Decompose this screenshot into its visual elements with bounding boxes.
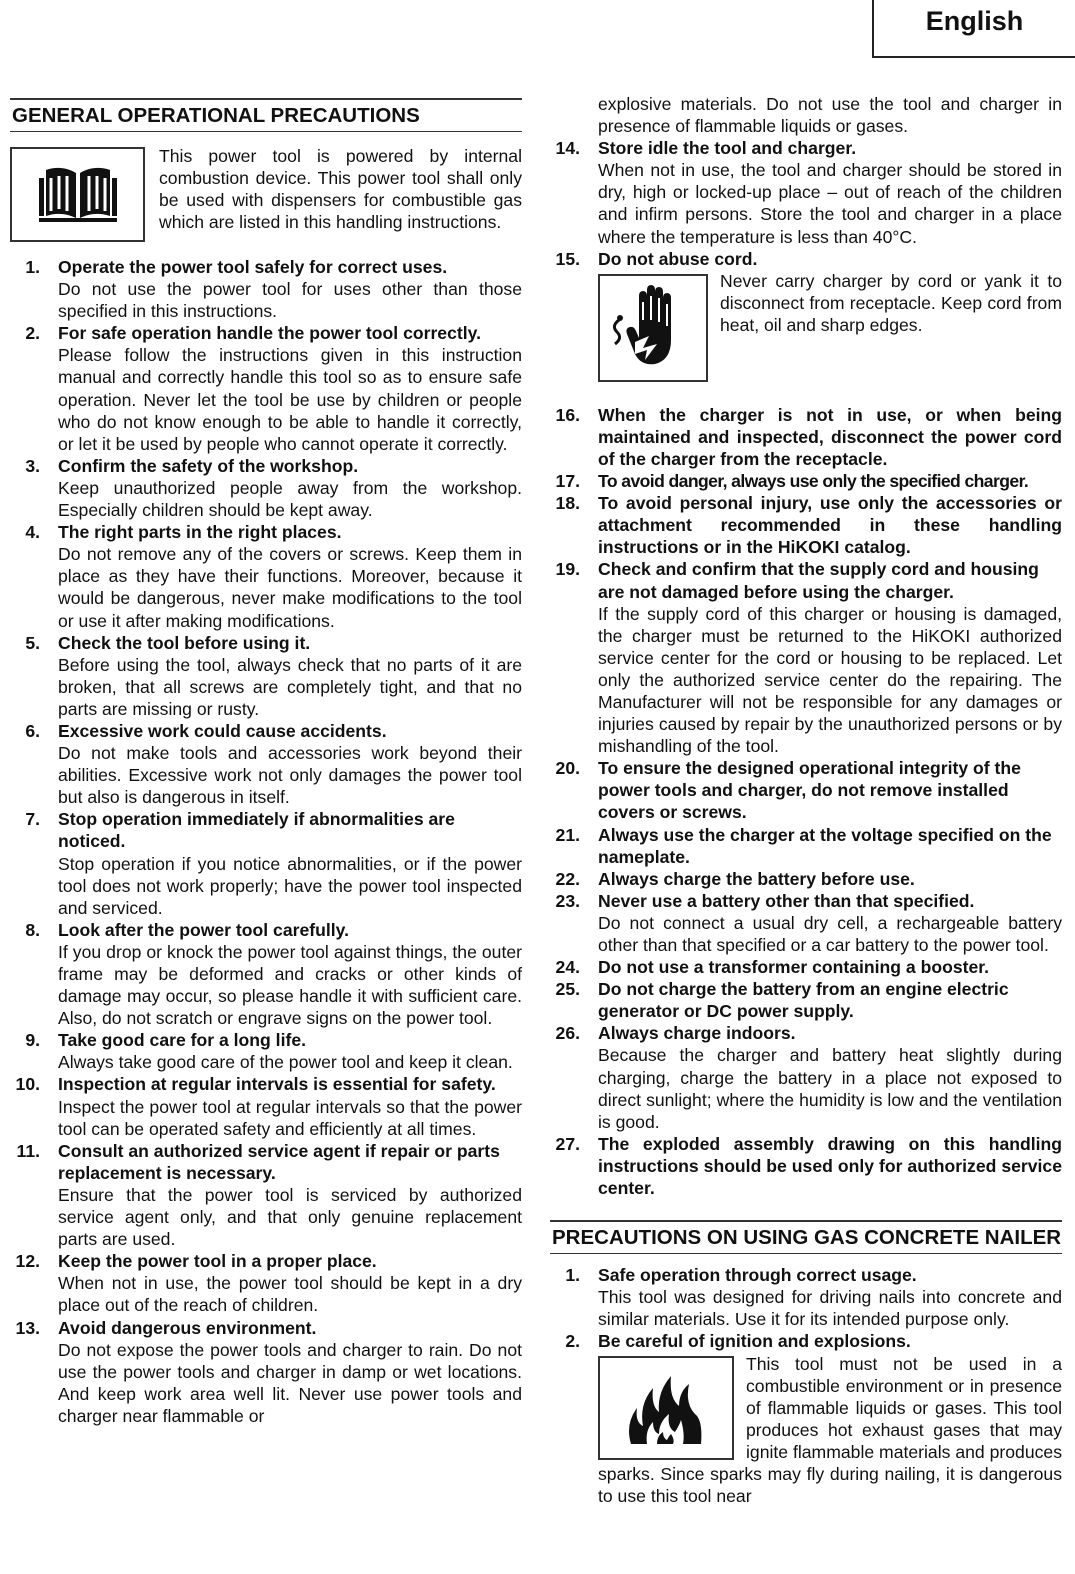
list-item <box>550 1022 1062 1132</box>
item-number: 6. <box>25 720 40 741</box>
item-title: Operate the power tool safely for correct uses. <box>58 257 448 277</box>
list-item <box>10 1317 522 1427</box>
item-title: Do not abuse cord. <box>598 248 758 269</box>
item-title: The exploded assembly drawing on this handling instructions should be used only for authorized service center. <box>598 1133 1062 1199</box>
item-body: Never carry charger by cord or yank it to disconnect from receptacle. Keep cord from heat, oil and sharp edges. <box>720 270 1062 335</box>
list-item <box>10 455 522 521</box>
item-title: Safe operation through correct usage. <box>598 1265 917 1286</box>
list-item <box>10 1073 522 1139</box>
section-title-nailer: PRECAUTIONS ON USING GAS CONCRETE NAILER <box>550 1220 1062 1254</box>
item-title: To ensure the designed operational integrity of the power tools and charger, do not remove installed covers or screws. <box>598 758 1021 823</box>
intro-text: This power tool is powered by internal combustion device. This power tool shall only be used with dispensers for combustible gas which are listed in this handling instructions. <box>159 146 522 233</box>
item-title: Do not use a transformer containing a booster. <box>598 957 990 978</box>
item-number: 27. <box>555 1133 580 1154</box>
item-body: This tool must not be used in a combustible environment or in presence of flammable liquids or gases. This tool produces hot exhaust gases that may ignite flammable materials and produces sparks. Since sparks may fly during nailing, it is dangerous to use this tool near <box>598 1353 1062 1507</box>
item-number: 18. <box>555 493 580 514</box>
list-item <box>10 632 522 720</box>
item-title: Store idle the tool and charger. <box>598 138 857 159</box>
item-title: Avoid dangerous environment. <box>58 1317 317 1338</box>
item-number: 12. <box>15 1251 40 1272</box>
item-number: 1. <box>25 257 40 277</box>
list-item <box>550 248 1062 382</box>
item-number: 4. <box>25 522 40 543</box>
list-item <box>550 558 1062 757</box>
item-body: Always take good care of the power tool and keep it clean. <box>58 1052 513 1073</box>
item-body: Because the charger and battery heat slightly during charging, charge the battery in a place not exposed to direct sunlight; where the humidity is low and the ventilation is good. <box>598 1045 1062 1132</box>
item-title: To avoid danger, always use only the specified charger. <box>598 471 1029 492</box>
item-number: 23. <box>555 890 580 911</box>
list-item <box>10 1029 522 1073</box>
item-body: Do not use the power tool for uses other than those specified in this instructions. <box>58 279 522 322</box>
list-item <box>10 919 522 1029</box>
list-item <box>10 1140 522 1250</box>
item-number: 20. <box>555 758 580 779</box>
list-item <box>550 1264 1062 1330</box>
item-body: Do not connect a usual dry cell, a rechargeable battery other than that specified or a car battery to the power tool. <box>598 912 1062 955</box>
item-title: Check the tool before using it. <box>58 632 311 653</box>
list-item <box>550 757 1062 823</box>
item-number: 8. <box>25 919 40 940</box>
item-number: 22. <box>555 868 580 889</box>
item-title: Excessive work could cause accidents. <box>58 720 387 741</box>
item-title: Never use a battery other than that specified. <box>598 890 975 911</box>
item-body: When not in use, the tool and charger should be stored in dry, high or locked-up place – out of reach of the children and infirm persons. Store the tool and charger in a place where the temperature is less than 40°C. <box>598 160 1062 247</box>
item-body: If the supply cord of this charger or housing is damaged, the charger must be returned to the HiKOKI authorized service center for the cord or housing to be replaced. Let only the authorized service center do the repairing. The Manufacturer will not be responsible for any damages or injuries caused by repair by the unauthorized persons or by mishandling of the tool. <box>598 603 1062 757</box>
list-item <box>10 720 522 808</box>
item-body: Please follow the instructions given in this instruction manual and correctly handle this tool so as to ensure safe operation. Never let the tool be use by children or people who do not know enough to be able to handle it correctly, or let it be used by people who cannot operate it correctly. <box>58 345 522 454</box>
list-item <box>10 808 522 918</box>
general-list-b <box>550 137 1062 382</box>
item-title: Inspection at regular intervals is essential for safety. <box>58 1074 496 1095</box>
item-number: 1. <box>565 1265 580 1286</box>
right-column <box>550 93 1062 1507</box>
item-number: 16. <box>555 404 580 425</box>
item-body: Ensure that the power tool is serviced by authorized service agent only, and that only genuine replacement parts are used. <box>58 1184 522 1250</box>
item-title: When the charger is not in use, or when being maintained and inspected, disconnect the power cord of the charger from the receptacle. <box>598 404 1062 469</box>
item-title: Always use the charger at the voltage specified on the nameplate. <box>598 824 1052 867</box>
item-number: 17. <box>555 471 580 492</box>
fire-hazard-icon <box>598 1356 734 1460</box>
nailer-list <box>550 1264 1062 1507</box>
item-body: Do not remove any of the covers or screws. Keep them in place as they have their functions. Moreover, because it would be dangerous, never make modifications to the tool or use it after making modifications. <box>58 544 522 631</box>
list-item <box>10 256 522 322</box>
list-item <box>550 1330 1062 1507</box>
item-number: 7. <box>25 809 40 830</box>
item-title: Look after the power tool carefully. <box>58 919 349 940</box>
list-item <box>550 470 1062 492</box>
item-title: Consult an authorized service agent if repair or parts replacement is necessary. <box>58 1140 500 1183</box>
item-body: When not in use, the power tool should be kept in a dry place out of the reach of children. <box>58 1273 522 1316</box>
item-title: Always charge the battery before use. <box>598 868 915 889</box>
item-body: Inspect the power tool at regular intervals so that the power tool can be operated safety and efficiently at all times. <box>58 1096 522 1139</box>
item-body: This tool was designed for driving nails into concrete and similar materials. Use it for its intended purpose only. <box>598 1287 1062 1330</box>
item-title: Stop operation immediately if abnormalities are noticed. <box>58 809 455 852</box>
item-body: If you drop or knock the power tool against things, the outer frame may be deformed and cracks or other kinds of damage may occur, so please handle it with sufficient care. Also, do not scratch or engrave signs on the power tool. <box>58 941 522 1029</box>
item-number: 21. <box>555 824 580 845</box>
item-body: Stop operation if you notice abnormalities, or if the power tool does not work properly; have the power tool inspected and serviced. <box>58 853 522 918</box>
item-number: 10. <box>15 1074 40 1095</box>
list-item <box>550 868 1062 890</box>
item-number: 5. <box>25 632 40 653</box>
item-number: 11. <box>16 1140 40 1161</box>
item-title: The right parts in the right places. <box>58 522 342 543</box>
language-tab: English <box>872 0 1075 58</box>
left-column <box>10 98 522 1427</box>
list-item <box>550 956 1062 978</box>
item-title: Always charge indoors. <box>598 1023 796 1044</box>
item-number: 3. <box>25 455 40 476</box>
item-number: 15. <box>555 248 580 269</box>
item-number: 24. <box>555 957 580 978</box>
item-number: 2. <box>25 323 40 344</box>
section-title-general: GENERAL OPERATIONAL PRECAUTIONS <box>10 98 522 132</box>
list-item <box>10 1250 522 1316</box>
cord-warning-row <box>598 270 1062 382</box>
list-item <box>550 890 1062 956</box>
item-number: 25. <box>555 979 580 1000</box>
item-title: Check and confirm that the supply cord and housing are not damaged before using the charger. <box>598 559 1039 602</box>
general-list-a <box>10 256 522 1427</box>
list-item <box>550 824 1062 868</box>
electric-shock-hand-icon <box>598 274 708 382</box>
list-item <box>550 404 1062 470</box>
item-title: For safe operation handle the power tool correctly. <box>58 323 481 344</box>
item-body: Do not make tools and accessories work beyond their abilities. Excessive work not only damages the power tool but also is dangerous in itself. <box>58 743 522 808</box>
item-13-continued: explosive materials. Do not use the tool and charger in presence of flammable liquids or gases. <box>598 94 1062 137</box>
list-item <box>550 978 1062 1022</box>
list-item <box>550 492 1062 558</box>
list-item <box>550 1133 1062 1199</box>
manual-book-icon <box>10 147 145 242</box>
list-item <box>550 137 1062 247</box>
list-item <box>10 521 522 631</box>
item-title: Be careful of ignition and explosions. <box>598 1331 911 1352</box>
intro-block <box>10 145 522 242</box>
item-number: 13. <box>15 1317 40 1338</box>
item-title: To avoid personal injury, use only the accessories or attachment recommended in these handling instructions or in the HiKOKI catalog. <box>598 493 1062 558</box>
item-title: Confirm the safety of the workshop. <box>58 455 359 476</box>
list-item <box>10 322 522 455</box>
item-number: 9. <box>25 1030 40 1051</box>
item-body: Do not expose the power tools and charger to rain. Do not use the power tools and charger in damp or wet locations. And keep work area well lit. Never use power tools and charger near flammable or <box>58 1339 522 1426</box>
item-title: Keep the power tool in a proper place. <box>58 1251 377 1272</box>
item-number: 14. <box>555 138 580 159</box>
item-title: Do not charge the battery from an engine electric generator or DC power supply. <box>598 979 1009 1022</box>
item-number: 2. <box>565 1331 580 1352</box>
item-body: Before using the tool, always check that no parts of it are broken, that all screws are completely tight, and that no parts are missing or rusty. <box>58 654 522 719</box>
item-number: 19. <box>555 559 580 580</box>
general-list-c <box>550 404 1062 1199</box>
item-body: Keep unauthorized people away from the workshop. Especially children should be kept away. <box>58 477 522 521</box>
item-title: Take good care for a long life. <box>58 1030 306 1051</box>
item-number: 26. <box>555 1023 580 1044</box>
